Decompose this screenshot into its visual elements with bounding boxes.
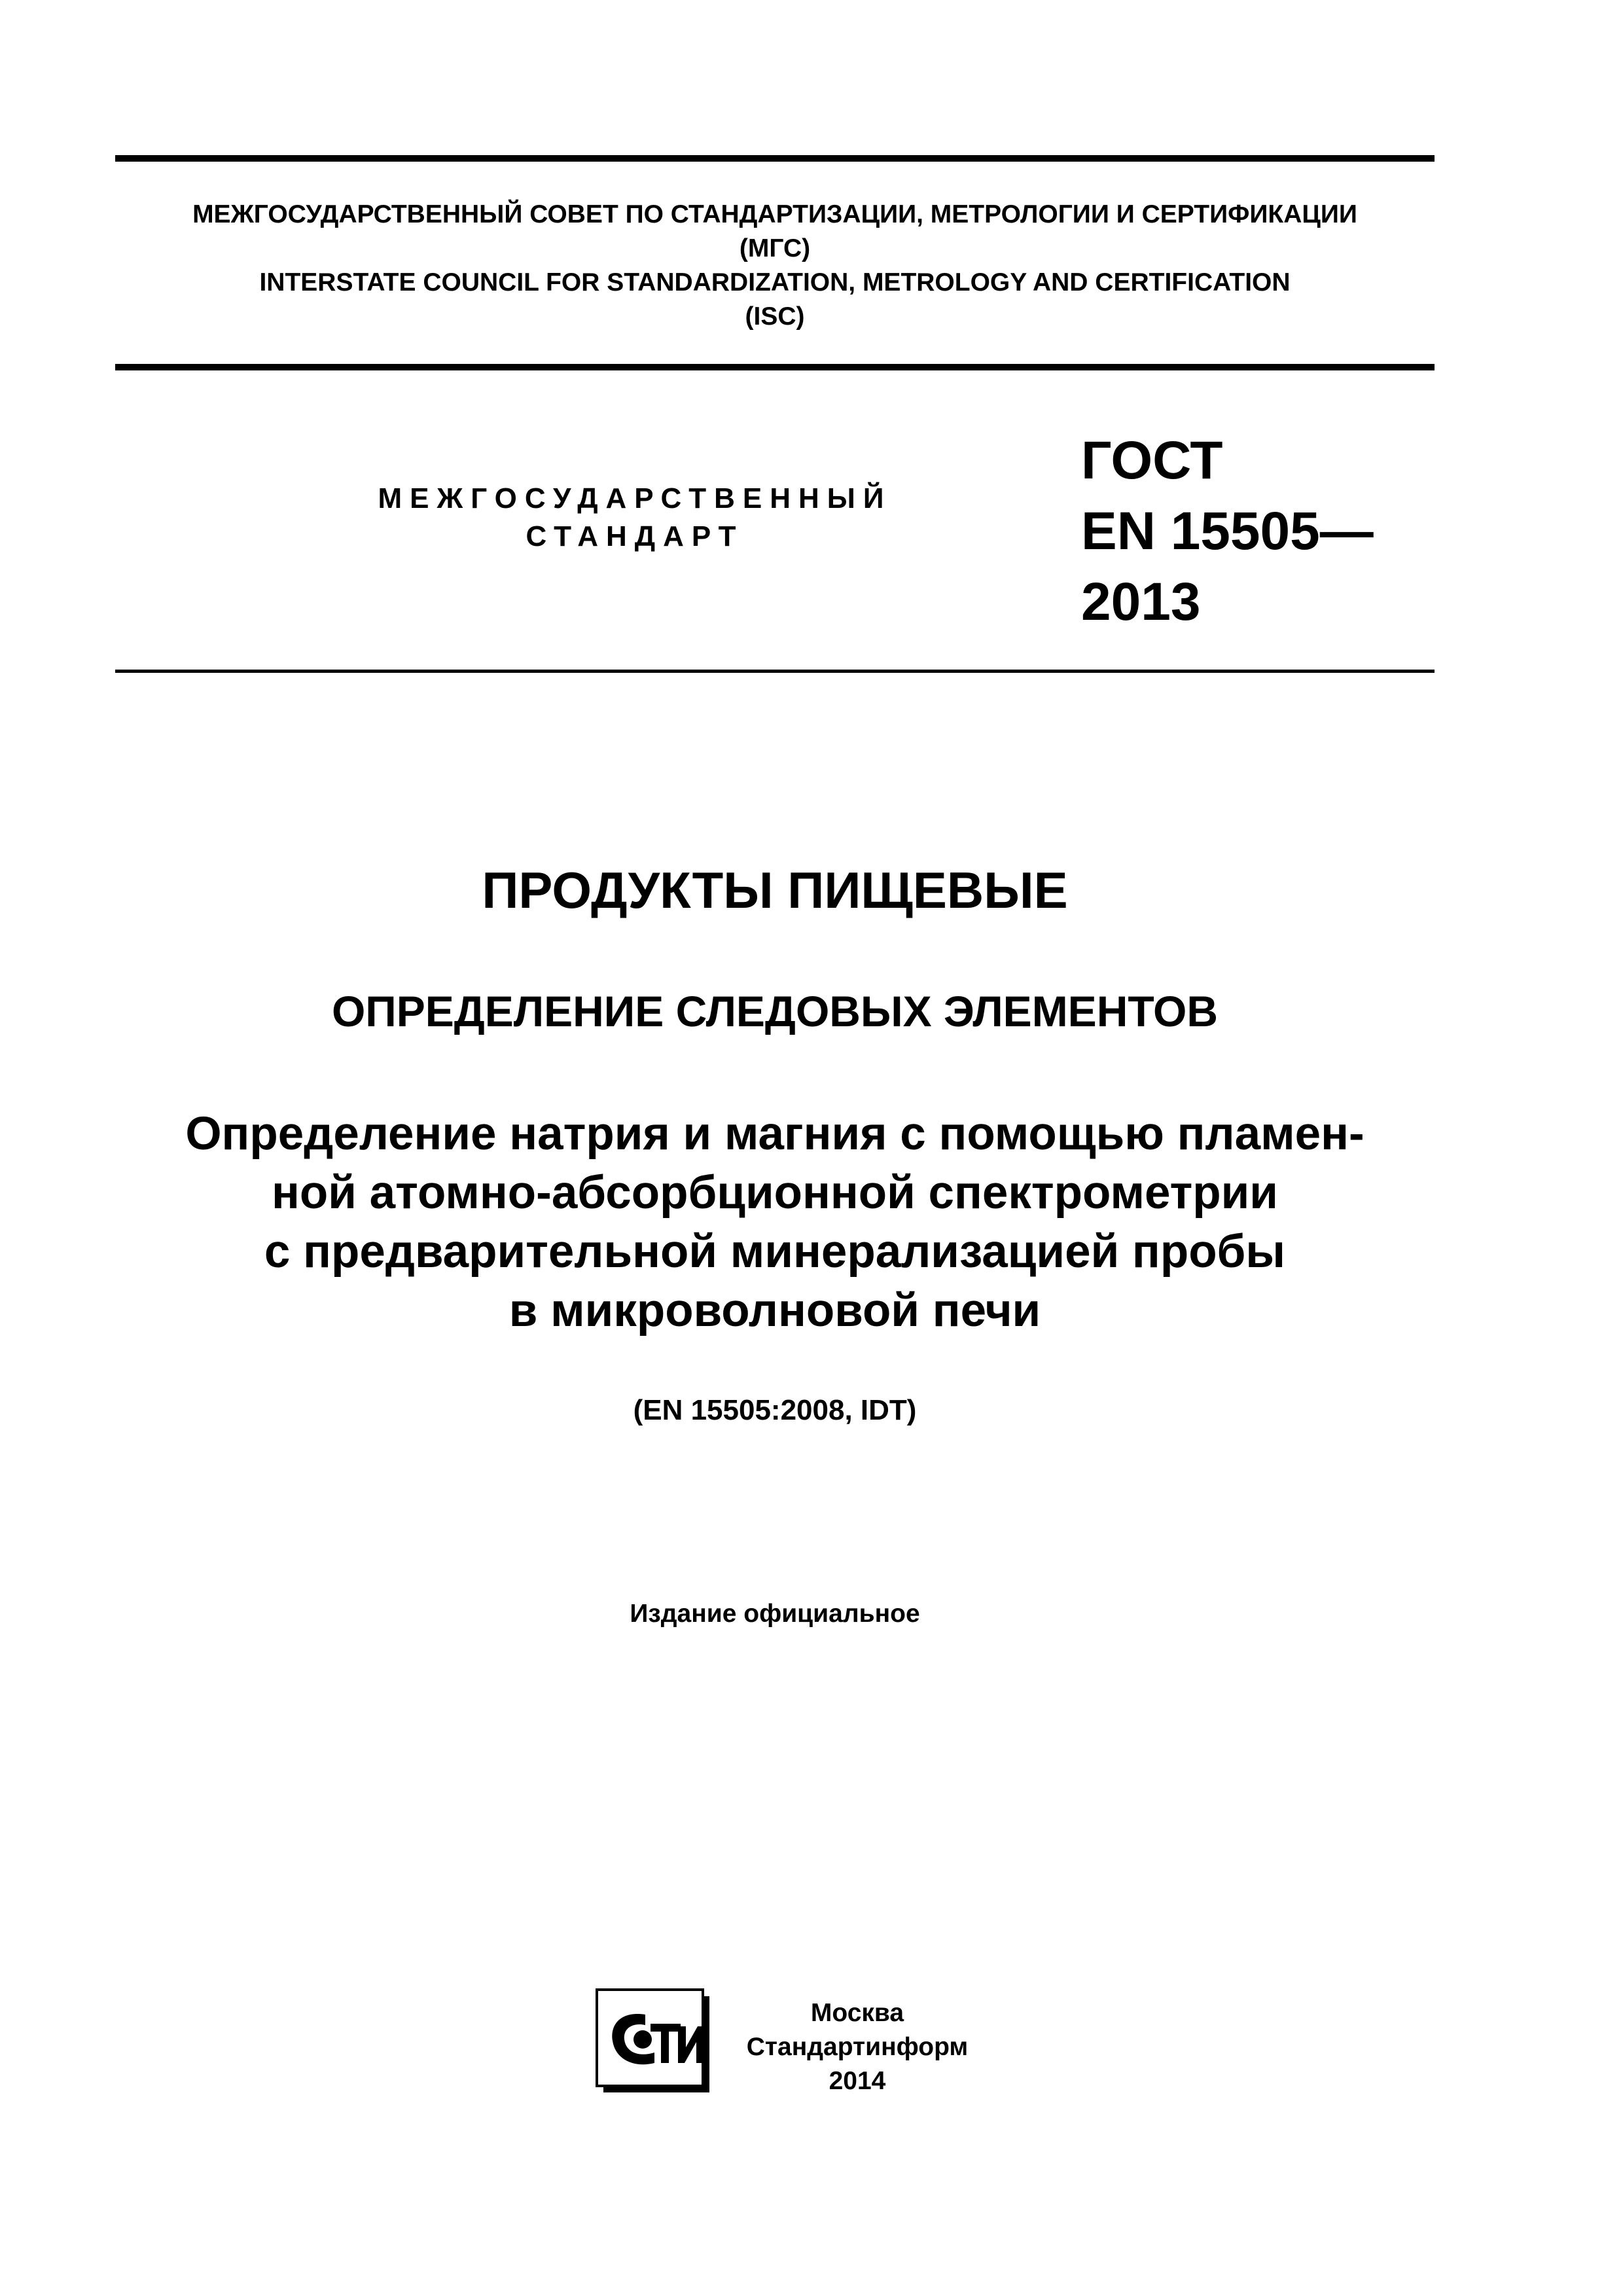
description-line-2: ной атомно-абсорбционной спектрометрии <box>272 1167 1278 1219</box>
designation-year: 2013 <box>1081 572 1201 632</box>
top-rule <box>115 155 1435 162</box>
designation-gost: ГОСТ <box>1081 431 1223 490</box>
header-bottom-rule <box>115 364 1435 370</box>
standard-designation <box>1081 425 1374 637</box>
standard-type <box>288 480 982 556</box>
standard-type-line1: МЕЖГОСУДАРСТВЕННЫЙ <box>378 482 892 514</box>
document-title: ПРОДУКТЫ ПИЩЕВЫЕ <box>482 861 1068 919</box>
designation-rule <box>115 670 1435 673</box>
publisher-city: Москва <box>810 1999 904 2027</box>
designation-number: EN 15505— <box>1081 501 1374 561</box>
publication-year: 2014 <box>829 2067 886 2095</box>
standartinform-logo-icon <box>594 1987 712 2095</box>
council-header <box>115 198 1435 334</box>
description-line-4: в микроволновой печи <box>508 1285 1041 1336</box>
document-description <box>115 1105 1435 1340</box>
council-abbr-en: (ISC) <box>745 302 805 331</box>
standard-type-line2: СТАНДАРТ <box>526 520 744 552</box>
council-abbr-ru: (МГС) <box>739 234 811 262</box>
document-subtitle: ОПРЕДЕЛЕНИЕ СЛЕДОВЫХ ЭЛЕМЕНТОВ <box>331 987 1219 1035</box>
council-name-ru: МЕЖГОСУДАРСТВЕННЫЙ СОВЕТ ПО СТАНДАРТИЗАЦИИ, МЕТРОЛОГИИ И СЕРТИФИКАЦИИ <box>192 200 1357 228</box>
description-line-1: Определение натрия и магния с помощью пламен- <box>185 1108 1364 1160</box>
publisher-name: Стандартинформ <box>746 2033 969 2061</box>
council-name-en: INTERSTATE COUNCIL FOR STANDARDIZATION, METROLOGY AND CERTIFICATION <box>259 268 1291 296</box>
description-line-3: с предварительной минерализацией пробы <box>264 1226 1286 1278</box>
edition-label: Издание официальное <box>630 1600 920 1628</box>
standard-reference: (EN 15505:2008, IDT) <box>633 1394 917 1426</box>
publisher-block <box>720 1996 995 2098</box>
